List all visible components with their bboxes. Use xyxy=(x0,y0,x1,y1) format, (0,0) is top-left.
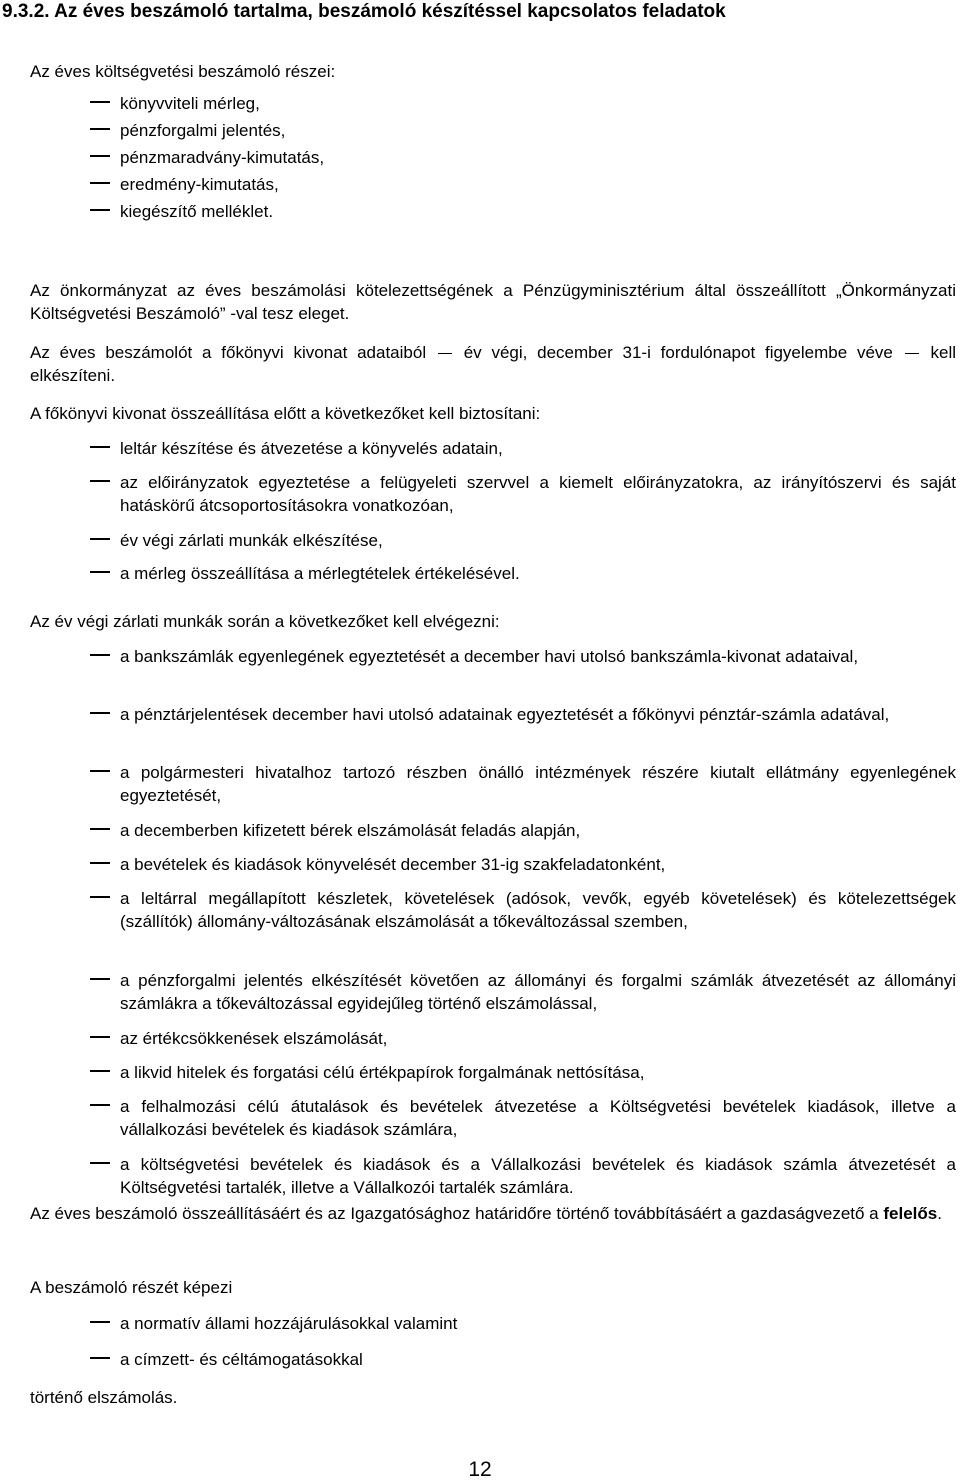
list-item: a leltárral megállapított készletek, követelések (adósok, vevők, egyéb követelések) és kötelezettségek (szállítók) állomány-változásának elszámolását a tőkeváltozással szemben, xyxy=(30,887,956,969)
list-item: pénzmaradvány-kimutatás, xyxy=(30,146,956,173)
dash-icon xyxy=(90,1104,110,1106)
dash-icon xyxy=(90,896,110,898)
list-item: könyvviteli mérleg, xyxy=(30,92,956,119)
dash-icon xyxy=(90,128,110,130)
dash-icon xyxy=(90,654,110,656)
list-item: a decemberben kifizetett bérek elszámolását feladás alapján, xyxy=(30,819,956,853)
paragraph-settlement: történő elszámolás. xyxy=(30,1388,178,1407)
paragraph-trial-balance: Az éves beszámolót a főkönyvi kivonat adataiból év végi, december 31-i fordulónapot figyelembe véve kell elkészíteni. xyxy=(30,343,956,385)
list-item: a pénzforgalmi jelentés elkészítését követően az állományi és forgalmi számlák átvezetését az állományi számlákra a tőkeváltozással egyidejűleg történő elszámolással, xyxy=(30,969,956,1027)
paragraph-obligation: Az önkormányzat az éves beszámolási kötelezettségének a Pénzügyminisztérium által összeállított „Önkormányzati Költségvetési Beszámoló” -val tesz eleget. xyxy=(30,281,956,323)
dash-icon xyxy=(438,353,452,355)
paragraph-responsibility: Az éves beszámoló összeállításáért és az Igazgatósághoz határidőre történő továbbításáért a gazdaságvezető a felelős. xyxy=(30,1204,942,1223)
dash-icon xyxy=(90,538,110,540)
dash-icon xyxy=(90,770,110,772)
list-item: a költségvetési bevételek és kiadások és a Vállalkozási bevételek és kiadások számla átvezetését a Költségvetési tartalék, illetve a Vállalkozói tartalék számlára. xyxy=(30,1153,956,1199)
paragraph-report-part: A beszámoló részét képezi xyxy=(30,1278,233,1297)
dash-icon xyxy=(90,155,110,157)
dash-icon xyxy=(90,712,110,714)
list-item: leltár készítése és átvezetése a könyvelés adatain, xyxy=(30,437,956,471)
list-item: a bevételek és kiadások könyvelését december 31-ig szakfeladatonként, xyxy=(30,853,956,887)
support-list xyxy=(30,1312,956,1384)
list-item: a normatív állami hozzájárulásokkal valamint xyxy=(30,1312,956,1348)
parts-list xyxy=(30,92,956,227)
list-item: az előirányzatok egyeztetése a felügyeleti szervvel a kiemelt előirányzatokra, az irányítószervi és saját hatáskörű átcsoportosításokra vonatkozóan, xyxy=(30,471,956,529)
dash-icon xyxy=(90,978,110,980)
dash-icon xyxy=(90,571,110,573)
page-number: 12 xyxy=(468,1458,492,1481)
list-item: a mérleg összeállítása a mérlegtételek értékelésével. xyxy=(30,562,956,595)
responsible-emphasis: felelős xyxy=(883,1204,938,1223)
intro-paragraph: Az éves költségvetési beszámoló részei: xyxy=(30,62,336,81)
dash-icon xyxy=(90,101,110,103)
list-item: az értékcsökkenések elszámolását, xyxy=(30,1027,956,1061)
dash-icon xyxy=(90,828,110,830)
list-item: a polgármesteri hivatalhoz tartozó részben önálló intézmények részére kiutalt ellátmány egyenlegének egyeztetését, xyxy=(30,761,956,819)
section-heading: 9.3.2. Az éves beszámoló tartalma, beszámoló készítéssel kapcsolatos feladatok xyxy=(2,1,726,22)
list-item: év végi zárlati munkák elkészítése, xyxy=(30,529,956,562)
dash-icon xyxy=(90,1357,110,1359)
dash-icon xyxy=(90,1070,110,1072)
list-item: a pénztárjelentések december havi utolsó adatainak egyeztetését a főkönyvi pénztár-számla adatával, xyxy=(30,703,956,761)
dash-icon xyxy=(905,353,919,355)
list-item: a címzett- és céltámogatásokkal xyxy=(30,1348,956,1384)
list-item: a likvid hitelek és forgatási célú értékpapírok forgalmának nettósítása, xyxy=(30,1061,956,1095)
dash-icon xyxy=(90,209,110,211)
dash-icon xyxy=(90,1321,110,1323)
list-item: a bankszámlák egyenlegének egyeztetését a december havi utolsó bankszámla-kivonat adataival, xyxy=(30,645,956,703)
dash-icon xyxy=(90,446,110,448)
dash-icon xyxy=(90,182,110,184)
list-item: eredmény-kimutatás, xyxy=(30,173,956,200)
prep-list xyxy=(30,437,956,595)
dash-icon xyxy=(90,862,110,864)
dash-icon xyxy=(90,1036,110,1038)
dash-icon xyxy=(90,480,110,482)
dash-icon xyxy=(90,1162,110,1164)
list-item: pénzforgalmi jelentés, xyxy=(30,119,956,146)
list-item: a felhalmozási célú átutalások és bevételek átvezetése a Költségvetési bevételek kiadások, illetve a vállalkozási bevételek és kiadások számlára, xyxy=(30,1095,956,1153)
paragraph-closing-tasks: Az év végi zárlati munkák során a következőket kell elvégezni: xyxy=(30,612,500,631)
list-item: kiegészítő melléklet. xyxy=(30,200,956,227)
paragraph-prerequisites: A főkönyvi kivonat összeállítása előtt a következőket kell biztosítani: xyxy=(30,404,541,423)
closing-list xyxy=(30,645,956,1199)
